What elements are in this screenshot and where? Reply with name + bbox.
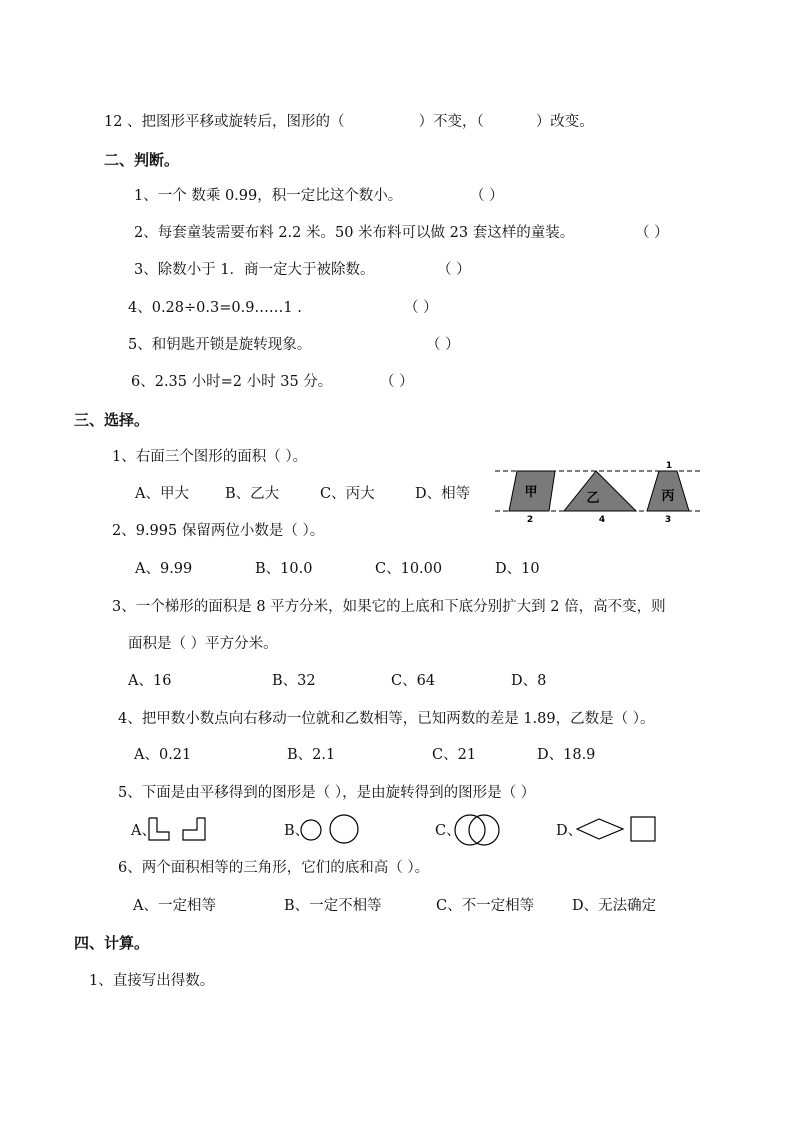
q12-post: ）改变。 (535, 114, 594, 130)
overlap-circle-left (455, 815, 485, 845)
q1-option-c: C、丙大 (320, 486, 375, 502)
q3-option-d: D、8 (511, 673, 547, 689)
q1-option-a: A、甲大 (135, 486, 189, 502)
q2-option-b: B、10.0 (255, 561, 313, 577)
area-figure (495, 462, 705, 524)
rhombus (577, 819, 623, 839)
section-3-title: 三、选择。 (74, 411, 150, 429)
judge-item-3: 3、除数小于 1．商一定大于被除数。 (134, 262, 375, 278)
judge-paren-4: （ ） (404, 300, 438, 316)
square (631, 817, 655, 841)
q5-option-b: B、 (284, 823, 310, 839)
q5-d-rhombus-square (575, 815, 659, 845)
bottom-label-3: 3 (664, 515, 672, 525)
q5-option-a: A、 (131, 823, 156, 839)
q2-option-a: A、9.99 (135, 561, 193, 577)
small-circle (301, 820, 321, 840)
q12-mid: ）不变，（ (418, 114, 484, 130)
question-12 (104, 112, 594, 132)
q4-option-d: D、18.9 (537, 747, 596, 763)
judge-item-5: 5、和钥匙开锁是旋转现象。 (128, 337, 312, 353)
choice-q4: 4、把甲数小数点向右移动一位就和乙数相等，已知两数的差是 1.89，乙数是（ ）。 (118, 711, 655, 727)
judge-paren-5: （ ） (426, 337, 460, 353)
q4-option-a: A、0.21 (134, 747, 192, 763)
judge-paren-2: （ ） (635, 225, 669, 241)
shape-yi (564, 471, 636, 511)
judge-item-6: 6、2.35 小时=2 小时 35 分。 (131, 374, 333, 390)
judge-item-1: 1、一个 数乘 0.99，积一定比这个数小。 (134, 188, 403, 204)
large-circle (330, 815, 358, 843)
top-label-1: 1 (665, 461, 673, 471)
judge-paren-3: （ ） (437, 262, 471, 278)
q3-option-c: C、64 (391, 673, 436, 689)
q6-option-b: B、一定不相等 (284, 898, 382, 914)
q5-a-l-shapes (147, 816, 213, 842)
q3-option-a: A、16 (128, 673, 172, 689)
choice-q3: 3、一个梯形的面积是 8 平方分米，如果它的上底和下底分别扩大到 2 倍，高不变，则 (112, 599, 666, 615)
choice-q2: 2、9.995 保留两位小数是（ ）。 (112, 523, 325, 539)
bottom-label-2: 2 (526, 515, 534, 525)
q5-c-overlapping-circles (453, 811, 503, 849)
section-2-title: 二、判断。 (104, 151, 180, 169)
label-bing: 丙 (661, 489, 675, 504)
label-yi: 乙 (586, 491, 600, 506)
judge-paren-6: （ ） (380, 374, 414, 390)
q5-option-d: D、 (556, 823, 583, 839)
q12-pre: 12 、把图形平移或旋转后，图形的（ (104, 114, 345, 130)
choice-q5: 5、下面是由平移得到的图形是（ ），是由旋转得到的图形是（ ） (118, 785, 536, 801)
q1-option-b: B、乙大 (225, 486, 280, 502)
judge-item-2: 2、每套童装需要布料 2.2 米。50 米布料可以做 23 套这样的童装。 (134, 225, 575, 241)
q2-option-c: C、10.00 (375, 561, 443, 577)
q6-option-d: D、无法确定 (572, 898, 657, 914)
overlap-circle-right (469, 815, 499, 845)
q5-b-circles (300, 812, 366, 848)
q4-option-b: B、2.1 (287, 747, 336, 763)
q6-option-c: C、不一定相等 (436, 898, 535, 914)
q3-option-b: B、32 (272, 673, 316, 689)
q2-option-d: D、10 (495, 561, 540, 577)
judge-item-4: 4、0.28÷0.3=0.9……1 . (128, 300, 302, 316)
q5-option-c: C、 (435, 823, 461, 839)
bottom-label-4: 4 (598, 515, 606, 525)
choice-q1: 1、右面三个图形的面积（ ）。 (112, 449, 308, 465)
choice-q6: 6、两个面积相等的三角形，它们的底和高（ ）。 (118, 860, 430, 876)
q4-option-c: C、21 (432, 747, 477, 763)
label-jia: 甲 (524, 485, 538, 500)
l-shape-1 (149, 818, 169, 840)
judge-paren-1: （ ） (470, 188, 504, 204)
calc-q1: 1、直接写出得数。 (89, 973, 215, 989)
section-4-title: 四、计算。 (74, 934, 150, 952)
q6-option-a: A、一定相等 (133, 898, 216, 914)
q1-option-d: D、相等 (415, 486, 471, 502)
choice-q3-line2: 面积是（ ）平方分米。 (128, 636, 278, 652)
l-shape-2 (183, 818, 205, 840)
